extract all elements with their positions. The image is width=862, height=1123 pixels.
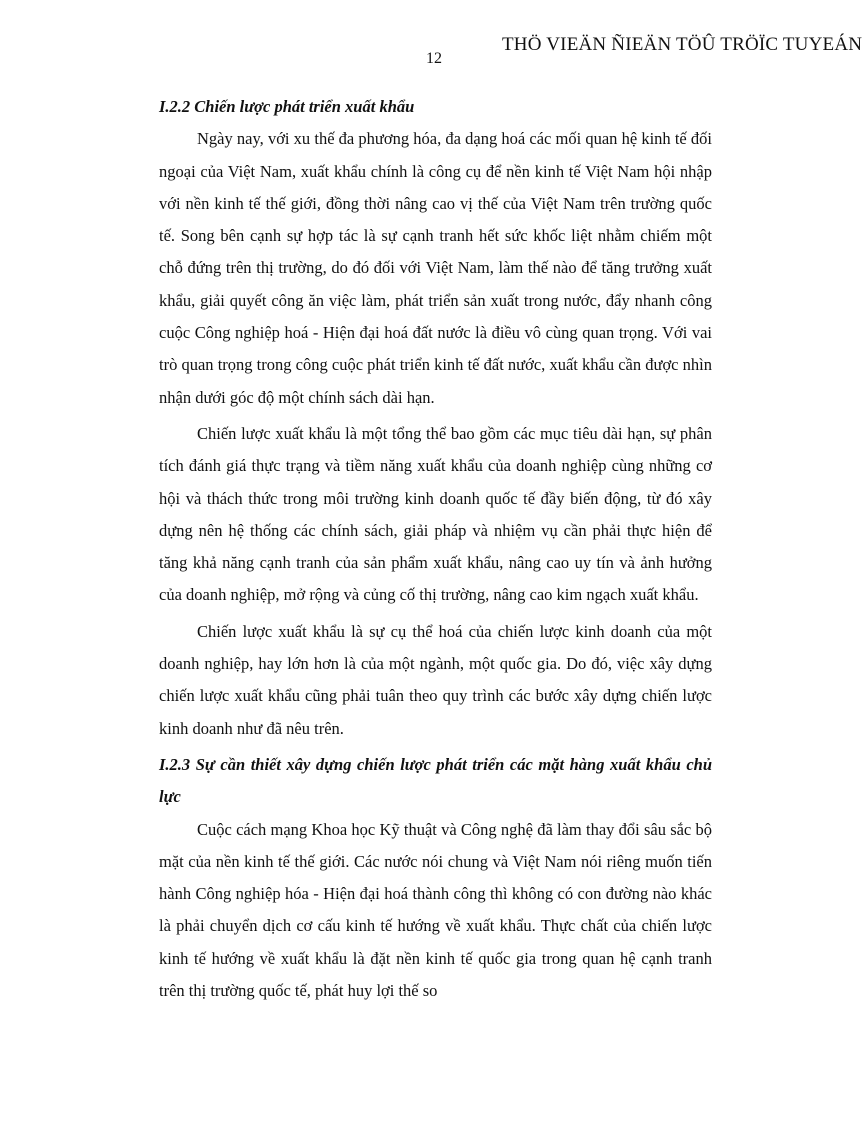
paragraph: Chiến lược xuất khẩu là một tổng thể bao gồm các mục tiêu dài hạn, sự phân tích đánh giá thực trạng và tiềm năng xuất khẩu của doanh nghiệp cùng những cơ hội và thách thức trong môi trường kinh doanh quốc tế đầy biến động, từ đó xây dựng nên hệ thống các chính sách, giải pháp và nhiệm vụ cần phải thực hiện để tăng khả năng cạnh tranh của sản phẩm xuất khẩu, nâng cao uy tín và ảnh hưởng của doanh nghiệp, mở rộng và củng cố thị trường, nâng cao kim ngạch xuất khẩu. xyxy=(159,423,712,605)
paragraph: Chiến lược xuất khẩu là sự cụ thể hoá của chiến lược kinh doanh của một doanh nghiệp, hay lớn hơn là của một ngành, một quốc gia. Do đó, việc xây dựng chiến lược xuất khẩu cũng phải tuân theo quy trình các bước xây dựng chiến lược kinh doanh như đã nêu trên. xyxy=(159,621,712,738)
paragraph: Cuộc cách mạng Khoa học Kỹ thuật và Công nghệ đã làm thay đổi sâu sắc bộ mặt của nền kinh tế thế giới. Các nước nói chung và Việt Nam nói riêng muốn tiến hành Công nghiệp hóa - Hiện đại hoá thành công thì không có con đường nào khác là phải chuyển dịch cơ cấu kinh tế hướng về xuất khẩu. Thực chất của chiến lược kinh tế hướng về xuất khẩu là đặt nền kinh tế quốc gia trong quan hệ cạnh tranh trên thị trường quốc tế, phát huy lợi thế so xyxy=(159,819,712,1001)
section-heading-1-2-3: I.2.3 Sự cần thiết xây dựng chiến lược phát triển các mặt hàng xuất khẩu chủ lực xyxy=(159,754,712,807)
section-heading-1-2-2: I.2.2 Chiến lược phát triển xuất khẩu xyxy=(159,97,415,116)
page-number: 12 xyxy=(426,50,442,67)
paragraph: Ngày nay, với xu thế đa phương hóa, đa dạng hoá các mối quan hệ kinh tế đối ngoại của Việt Nam, xuất khẩu chính là công cụ để nền kinh tế Việt Nam hội nhập với nền kinh tế thế giới, đồng thời nâng cao vị thế của Việt Nam trên trường quốc tế. Song bên cạnh sự hợp tác là sự cạnh tranh hết sức khốc liệt nhằm chiếm một chỗ đứng trên thị trường, do đó đối với Việt Nam, làm thế nào để tăng trưởng xuất khẩu, giải quyết công ăn việc làm, phát triển sản xuất trong nước, đẩy nhanh công cuộc Công nghiệp hoá - Hiện đại hoá đất nước là điều vô cùng quan trọng. Với vai trò quan trọng trong công cuộc phát triển kinh tế đất nước, xuất khẩu cần được nhìn nhận dưới góc độ một chính sách dài hạn. xyxy=(159,129,712,407)
watermark-header: THÖ VIEÄN ÑIEÄN TÖÛ TRÖÏC TUYEÁN xyxy=(502,34,862,55)
document-body xyxy=(159,91,712,1011)
